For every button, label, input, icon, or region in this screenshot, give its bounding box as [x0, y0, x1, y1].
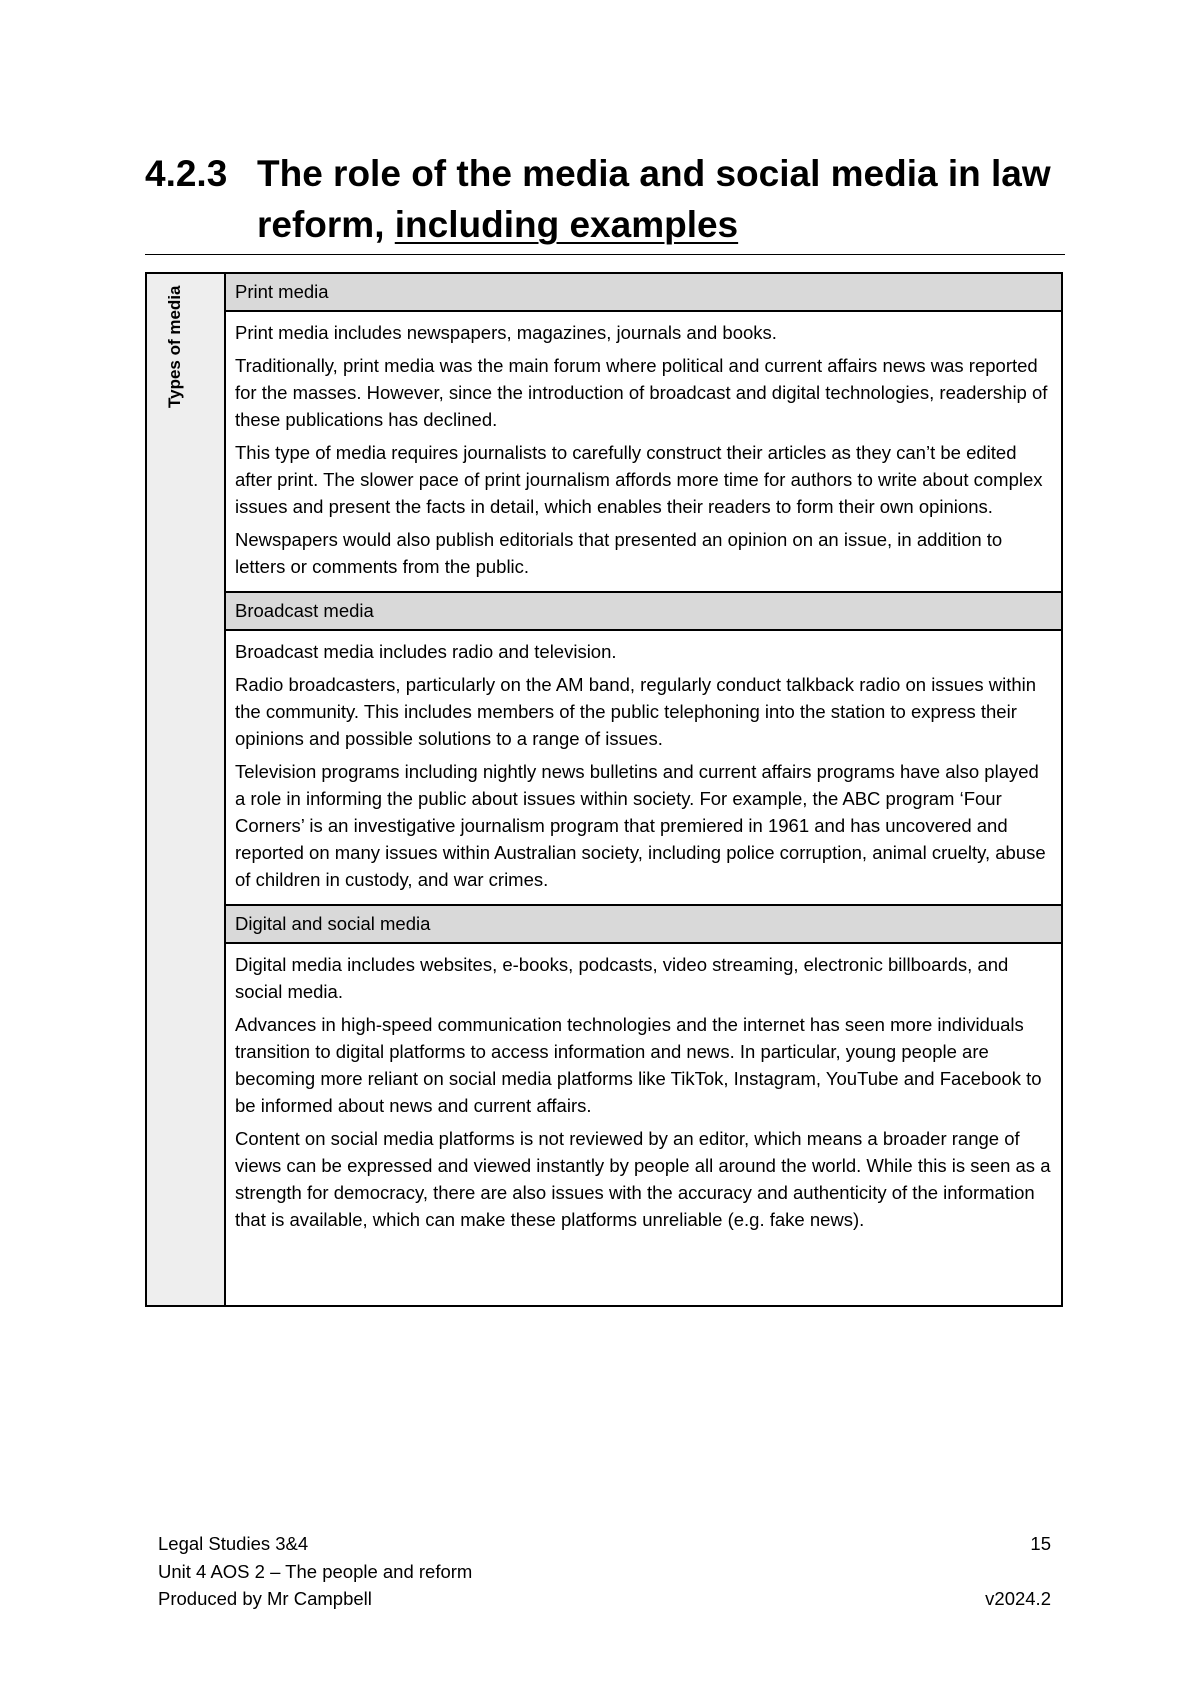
print-media-header: Print media	[226, 274, 1061, 312]
section-number: 4.2.3	[145, 153, 228, 194]
side-label: Types of media	[165, 286, 184, 409]
table-content	[226, 274, 1061, 1305]
digital-social-media-header: Digital and social media	[226, 906, 1061, 944]
paragraph: Newspapers would also publish editorials that presented an opinion on an issue, in addition to letters or comments from the public.	[235, 529, 1003, 577]
heading-rule	[145, 254, 1065, 255]
footer-course: Legal Studies 3&4	[158, 1533, 309, 1554]
paragraph: Television programs including nightly news bulletins and current affairs programs have also played a role in informing the public about issues within society. For example, the ABC program ‘Four Corners’ is an investigative journalism program that premiered in 1961 and has uncovered and reported on many issues within Australian society, including police corruption, animal cruelty, abuse of children in custody, and war crimes.	[235, 761, 1046, 890]
section-title-underlined: including examples	[394, 204, 739, 245]
digital-social-media-body	[226, 944, 1061, 1305]
media-types-table	[145, 272, 1063, 1307]
paragraph: Digital media includes websites, e-books, podcasts, video streaming, electronic billboards, and social media.	[235, 954, 1009, 1002]
paragraph: Broadcast media includes radio and television.	[235, 641, 617, 662]
broadcast-media-body	[226, 631, 1061, 906]
side-column	[147, 274, 226, 1305]
paragraph: Traditionally, print media was the main forum where political and current affairs news was reported for the masses. However, since the introduction of broadcast and digital technologies, readership of these publications has declined.	[235, 355, 1048, 430]
page-heading	[145, 148, 1065, 250]
paragraph: Advances in high-speed communication technologies and the internet has seen more individuals transition to digital platforms to access information and news. In particular, young people are becoming more reliant on social media platforms like TikTok, Instagram, YouTube and Facebook to be informed about news and current affairs.	[235, 1014, 1042, 1116]
paragraph: Print media includes newspapers, magazines, journals and books.	[235, 322, 777, 343]
footer-unit: Unit 4 AOS 2 – The people and reform	[158, 1560, 473, 1582]
footer-author: Produced by Mr Campbell	[158, 1588, 372, 1609]
print-media-body	[226, 312, 1061, 593]
page-number: 15	[1030, 1533, 1051, 1554]
version-label: v2024.2	[985, 1588, 1051, 1609]
paragraph: This type of media requires journalists to carefully construct their articles as they can’t be edited after print. The slower pace of print journalism affords more time for authors to write about complex issues and present the facts in detail, which enables their readers to form their own opinions.	[235, 442, 1043, 517]
paragraph: Radio broadcasters, particularly on the AM band, regularly conduct talkback radio on issues within the community. This includes members of the public telephoning into the station to express their opinions and possible solutions to a range of issues.	[235, 674, 1037, 749]
paragraph: Content on social media platforms is not reviewed by an editor, which means a broader range of views can be expressed and viewed instantly by people all around the world. While this is seen as a strength for democracy, there are also issues with the accuracy and authenticity of the information that is available, which can make these platforms unreliable (e.g. fake news).	[235, 1128, 1051, 1230]
section-title-text: The role of the media and social media in law reform,	[257, 153, 1051, 245]
page-footer	[158, 1530, 1051, 1613]
section-title	[257, 148, 1065, 250]
broadcast-media-header: Broadcast media	[226, 593, 1061, 631]
